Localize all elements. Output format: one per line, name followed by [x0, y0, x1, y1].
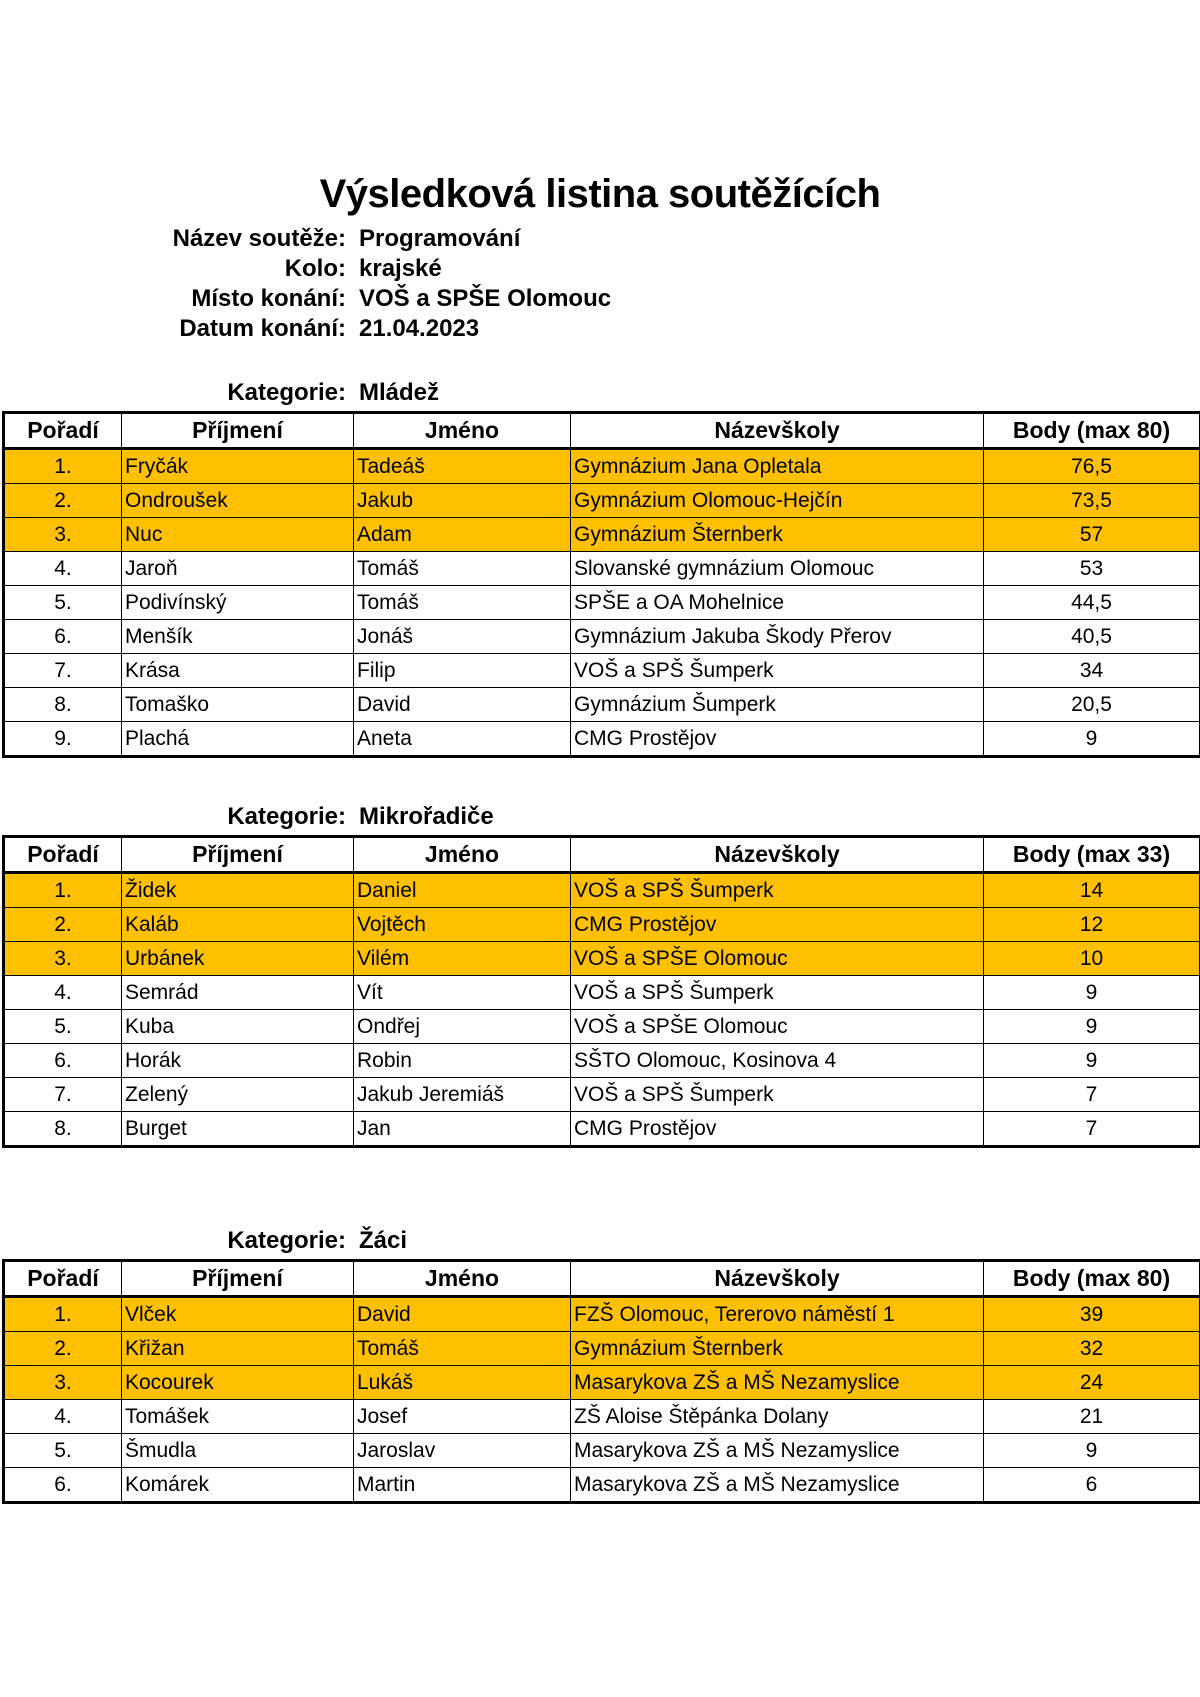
cell-school: FZŠ Olomouc, Tererovo náměstí 1 [571, 1297, 984, 1332]
cell-surname: Komárek [122, 1468, 354, 1503]
meta-label: Kolo: [284, 255, 346, 282]
table-row [4, 722, 1200, 757]
cell-rank: 4. [4, 976, 122, 1010]
table-row [4, 1010, 1200, 1044]
cell-points: 9 [984, 722, 1200, 757]
cell-rank: 8. [4, 1112, 122, 1147]
cell-name: Vilém [354, 942, 571, 976]
cell-rank: 1. [4, 449, 122, 484]
header-points: Body (max 80) [984, 413, 1200, 449]
table-row [4, 1400, 1200, 1434]
table-row [4, 1468, 1200, 1503]
table-row [4, 1044, 1200, 1078]
cell-rank: 2. [4, 484, 122, 518]
cell-name: Tomáš [354, 1332, 571, 1366]
cell-school: Slovanské gymnázium Olomouc [571, 552, 984, 586]
meta-row [0, 285, 1200, 315]
table-row [4, 1366, 1200, 1400]
meta-row [0, 225, 1200, 255]
cell-rank: 3. [4, 942, 122, 976]
meta-label: Místo konání: [191, 285, 346, 312]
cell-name: Tomáš [354, 552, 571, 586]
cell-rank: 6. [4, 1044, 122, 1078]
meta-row [0, 315, 1200, 345]
table-row [4, 1078, 1200, 1112]
cell-school: Gymnázium Olomouc-Hejčín [571, 484, 984, 518]
cell-points: 24 [984, 1366, 1200, 1400]
cell-name: Vojtěch [354, 908, 571, 942]
cell-rank: 7. [4, 654, 122, 688]
cell-rank: 5. [4, 1434, 122, 1468]
cell-name: Vít [354, 976, 571, 1010]
cell-rank: 3. [4, 518, 122, 552]
cell-school: VOŠ a SPŠ Šumperk [571, 1078, 984, 1112]
cell-school: ZŠ Aloise Štěpánka Dolany [571, 1400, 984, 1434]
table-row [4, 976, 1200, 1010]
cell-surname: Semrád [122, 976, 354, 1010]
header-surname: Příjmení [122, 413, 354, 449]
category-prefix: Kategorie: [227, 379, 346, 406]
cell-rank: 6. [4, 620, 122, 654]
header-points: Body (max 80) [984, 1261, 1200, 1297]
meta-value: VOŠ a SPŠE Olomouc [359, 285, 612, 312]
cell-school: VOŠ a SPŠ Šumperk [571, 873, 984, 908]
table-row [4, 1434, 1200, 1468]
cell-surname: Horák [122, 1044, 354, 1078]
header-rank: Pořadí [4, 1261, 122, 1297]
header-points: Body (max 33) [984, 837, 1200, 873]
cell-points: 32 [984, 1332, 1200, 1366]
cell-school: VOŠ a SPŠE Olomouc [571, 1010, 984, 1044]
cell-points: 53 [984, 552, 1200, 586]
table-row [4, 586, 1200, 620]
cell-rank: 4. [4, 552, 122, 586]
cell-points: 9 [984, 1010, 1200, 1044]
cell-points: 20,5 [984, 688, 1200, 722]
cell-surname: Podivínský [122, 586, 354, 620]
cell-points: 14 [984, 873, 1200, 908]
cell-rank: 5. [4, 586, 122, 620]
meta-label: Datum konání: [179, 315, 346, 342]
cell-school: SPŠE a OA Mohelnice [571, 586, 984, 620]
cell-surname: Menšík [122, 620, 354, 654]
cell-rank: 8. [4, 688, 122, 722]
cell-points: 7 [984, 1112, 1200, 1147]
cell-points: 9 [984, 1044, 1200, 1078]
header-rank: Pořadí [4, 837, 122, 873]
header-name: Jméno [354, 837, 571, 873]
cell-name: Jakub [354, 484, 571, 518]
cell-rank: 2. [4, 908, 122, 942]
results-table [2, 835, 1200, 1148]
cell-surname: Nuc [122, 518, 354, 552]
cell-surname: Vlček [122, 1297, 354, 1332]
cell-surname: Zelený [122, 1078, 354, 1112]
cell-name: Jakub Jeremiáš [354, 1078, 571, 1112]
category-name: Mikrořadiče [359, 803, 494, 830]
cell-points: 12 [984, 908, 1200, 942]
cell-school: Gymnázium Šternberk [571, 518, 984, 552]
cell-points: 34 [984, 654, 1200, 688]
cell-school: VOŠ a SPŠ Šumperk [571, 654, 984, 688]
table-row [4, 552, 1200, 586]
cell-points: 57 [984, 518, 1200, 552]
cell-rank: 4. [4, 1400, 122, 1434]
header-row [4, 1261, 1200, 1297]
cell-surname: Tomaško [122, 688, 354, 722]
cell-name: Jan [354, 1112, 571, 1147]
cell-surname: Křižan [122, 1332, 354, 1366]
cell-school: Masarykova ZŠ a MŠ Nezamyslice [571, 1468, 984, 1503]
table-row [4, 942, 1200, 976]
cell-rank: 1. [4, 1297, 122, 1332]
cell-points: 39 [984, 1297, 1200, 1332]
cell-points: 73,5 [984, 484, 1200, 518]
cell-surname: Ondroušek [122, 484, 354, 518]
table-row [4, 873, 1200, 908]
cell-name: Filip [354, 654, 571, 688]
header-row [4, 837, 1200, 873]
cell-surname: Kuba [122, 1010, 354, 1044]
cell-school: VOŠ a SPŠE Olomouc [571, 942, 984, 976]
cell-surname: Šmudla [122, 1434, 354, 1468]
cell-rank: 9. [4, 722, 122, 757]
cell-name: Martin [354, 1468, 571, 1503]
cell-points: 10 [984, 942, 1200, 976]
header-name: Jméno [354, 413, 571, 449]
cell-school: CMG Prostějov [571, 908, 984, 942]
table-row [4, 908, 1200, 942]
cell-school: VOŠ a SPŠ Šumperk [571, 976, 984, 1010]
cell-name: David [354, 688, 571, 722]
cell-name: Jonáš [354, 620, 571, 654]
cell-surname: Plachá [122, 722, 354, 757]
cell-rank: 5. [4, 1010, 122, 1044]
cell-name: Aneta [354, 722, 571, 757]
header-name: Jméno [354, 1261, 571, 1297]
cell-school: Gymnázium Šumperk [571, 688, 984, 722]
cell-surname: Burget [122, 1112, 354, 1147]
header-surname: Příjmení [122, 1261, 354, 1297]
header-rank: Pořadí [4, 413, 122, 449]
cell-rank: 3. [4, 1366, 122, 1400]
cell-name: Lukáš [354, 1366, 571, 1400]
cell-rank: 7. [4, 1078, 122, 1112]
cell-points: 44,5 [984, 586, 1200, 620]
meta-value: 21.04.2023 [359, 315, 480, 342]
meta-row [0, 255, 1200, 285]
cell-school: SŠTO Olomouc, Kosinova 4 [571, 1044, 984, 1078]
category-name: Mládež [359, 379, 440, 406]
table-row [4, 1297, 1200, 1332]
cell-points: 7 [984, 1078, 1200, 1112]
header-school: Názevškoly [571, 1261, 984, 1297]
meta-label: Název soutěže: [172, 225, 346, 252]
category-name: Žáci [359, 1227, 408, 1254]
table-row [4, 1332, 1200, 1366]
cell-name: Jaroslav [354, 1434, 571, 1468]
cell-name: Tomáš [354, 586, 571, 620]
cell-name: Josef [354, 1400, 571, 1434]
cell-name: David [354, 1297, 571, 1332]
cell-school: Gymnázium Jakuba Škody Přerov [571, 620, 984, 654]
cell-surname: Tomášek [122, 1400, 354, 1434]
cell-surname: Kaláb [122, 908, 354, 942]
cell-school: Gymnázium Šternberk [571, 1332, 984, 1366]
cell-points: 21 [984, 1400, 1200, 1434]
cell-name: Adam [354, 518, 571, 552]
cell-school: CMG Prostějov [571, 1112, 984, 1147]
cell-rank: 1. [4, 873, 122, 908]
cell-points: 40,5 [984, 620, 1200, 654]
table-row [4, 1112, 1200, 1147]
results-table [2, 411, 1200, 758]
category-prefix: Kategorie: [227, 1227, 346, 1254]
header-school: Názevškoly [571, 837, 984, 873]
cell-surname: Jaroň [122, 552, 354, 586]
header-surname: Příjmení [122, 837, 354, 873]
cell-points: 6 [984, 1468, 1200, 1503]
cell-points: 9 [984, 976, 1200, 1010]
cell-surname: Fryčák [122, 449, 354, 484]
cell-name: Robin [354, 1044, 571, 1078]
meta-value: Programování [359, 225, 521, 252]
category-prefix: Kategorie: [227, 803, 346, 830]
cell-school: CMG Prostějov [571, 722, 984, 757]
header-row [4, 413, 1200, 449]
header-school: Názevškoly [571, 413, 984, 449]
cell-surname: Židek [122, 873, 354, 908]
table-row [4, 620, 1200, 654]
cell-surname: Kocourek [122, 1366, 354, 1400]
table-row [4, 449, 1200, 484]
cell-name: Ondřej [354, 1010, 571, 1044]
cell-points: 76,5 [984, 449, 1200, 484]
cell-name: Daniel [354, 873, 571, 908]
cell-school: Gymnázium Jana Opletala [571, 449, 984, 484]
cell-surname: Urbánek [122, 942, 354, 976]
results-table [2, 1259, 1200, 1504]
table-row [4, 484, 1200, 518]
cell-school: Masarykova ZŠ a MŠ Nezamyslice [571, 1434, 984, 1468]
cell-surname: Krása [122, 654, 354, 688]
cell-school: Masarykova ZŠ a MŠ Nezamyslice [571, 1366, 984, 1400]
table-row [4, 654, 1200, 688]
document-title: Výsledková listina soutěžících [319, 172, 881, 216]
cell-points: 9 [984, 1434, 1200, 1468]
table-row [4, 688, 1200, 722]
cell-rank: 6. [4, 1468, 122, 1503]
meta-value: krajské [359, 255, 442, 282]
cell-name: Tadeáš [354, 449, 571, 484]
table-row [4, 518, 1200, 552]
cell-rank: 2. [4, 1332, 122, 1366]
